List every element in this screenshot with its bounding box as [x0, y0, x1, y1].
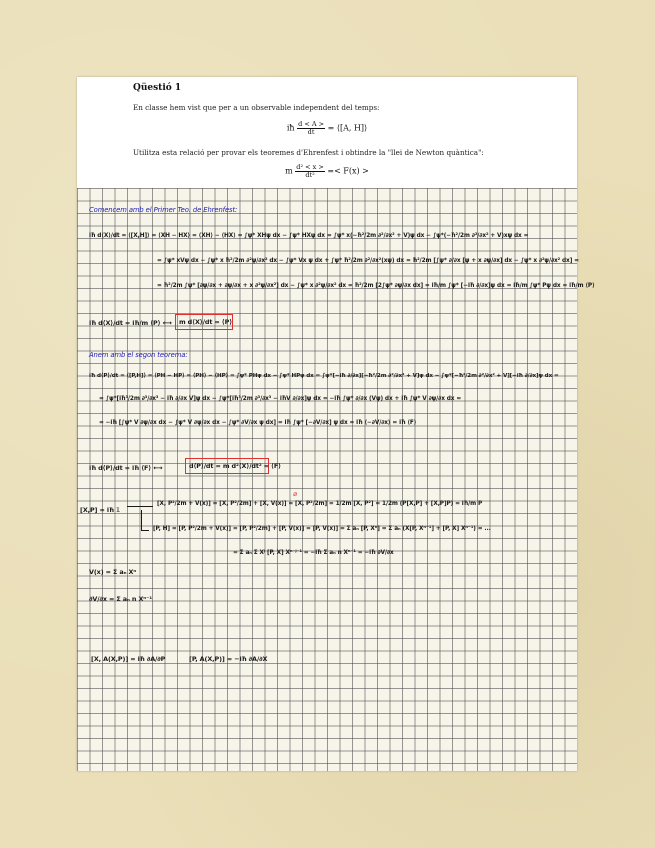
commutator-x-a: [X, A(X,P)] = iħ ∂A/∂P — [91, 655, 166, 663]
question-title: Qüestió 1 — [133, 83, 182, 93]
heading-first-theorem: Comencem amb el Primer Teo. de Ehrenfest: — [89, 206, 238, 214]
eq1-fraction — [297, 121, 325, 136]
derivation-line-5: iħ d⟨P⟩/dt = ⟨[P,H]⟩ = ⟨PH − HP⟩ = ⟨PH⟩ − ⟨HP⟩ = ∫ψ* PHψ dx − ∫ψ* HPψ dx = ∫ψ*[−iħ ∂/∂x][−ħ²/2m ∂²/∂x² + V]ψ dx − ∫ψ*[−ħ²/2m ∂²/∂x² + V][−iħ ∂/∂x]ψ dx = — [89, 373, 559, 379]
derivation-ph: [P, H] = [P, P²/2m + V(x)] = [P, P²/2m] + [P, V(x)] = [P, V(x)] = Σ aₙ [P, Xⁿ] = Σ aₙ (X[P, Xⁿ⁻¹] + [P, X] Xⁿ⁻¹) = ... — [153, 526, 491, 532]
printed-question — [77, 77, 577, 188]
equation-newton — [77, 164, 577, 179]
commutator-p-a: [P, A(X,P)] = −iħ ∂A/∂X — [189, 655, 268, 663]
potential-derivative: ∂V/∂x = Σ aₙ n Xⁿ⁻¹ — [89, 595, 153, 603]
result-line-1: iħ d⟨X⟩/dt = iħ/m ⟨P⟩ ⟷ — [89, 319, 172, 327]
boxed-result-1: m d⟨X⟩/dt = ⟨P⟩ — [179, 318, 233, 326]
eq2-fraction — [295, 164, 325, 179]
commutator-xp: [X,P] = iħ 𝟙 — [80, 506, 121, 514]
boxed-result-2: d⟨P⟩/dt = m d²⟨X⟩/dt² = ⟨F⟩ — [189, 462, 281, 470]
equation-commutator — [77, 121, 577, 136]
eq1-rhs: = ⟨[A, H]⟩ — [327, 123, 368, 133]
derivation-line-1: iħ d⟨X⟩/dt = ⟨[X,H]⟩ = ⟨XH − HX⟩ = ⟨XH⟩ − ⟨HX⟩ = ∫ψ* XHψ dx − ∫ψ* HXψ dx = ∫ψ* x(−ħ²/2m ∂²/∂x² + V)ψ dx − ∫ψ*(−ħ²/2m ∂²/∂x² + V)xψ dx = — [89, 233, 529, 239]
worksheet-page — [77, 77, 595, 771]
strike-mark-1: ⌀ — [293, 490, 298, 498]
potential-expansion: V(x) = Σ aₙ Xⁿ — [89, 568, 137, 576]
question-task: Utilitza esta relació per provar els teoremes d'Ehrenfest i obtindre la "llei de Newton quàntica": — [133, 148, 484, 157]
derivation-line-2: = ∫ψ* xVψ dx − ∫ψ* x ħ²/2m ∂²ψ/∂x² dx − ∫ψ* Vx ψ dx + ∫ψ* ħ²/2m ∂²/∂x²(xψ) dx = ħ²/2m [∫ψ* ∂/∂x [ψ + x ∂ψ/∂x] dx − ∫ψ* x ∂²ψ/∂x² dx] = — [157, 258, 579, 264]
eq2-rhs: =< F(x) > — [327, 166, 369, 176]
eq2-denominator: dt² — [305, 171, 315, 179]
derivation-ph-2: = Σ aₙ Σ Xʲ [P, X] Xⁿ⁻ʲ⁻¹ = −iħ Σ aₙ n Xⁿ⁻¹ = −iħ ∂V/∂x — [233, 550, 394, 556]
arrow-branch — [141, 510, 142, 530]
result-line-2: iħ d⟨P⟩/dt = iħ ⟨F⟩ ⟷ — [89, 464, 163, 472]
derivation-line-7: = −iħ [∫ψ* V ∂ψ/∂x dx − ∫ψ* V ∂ψ/∂x dx − ∫ψ* ∂V/∂x ψ dx] = iħ ∫ψ* [−∂V/∂x] ψ dx = iħ ⟨−∂V/∂x⟩ = iħ ⟨F⟩ — [99, 420, 417, 426]
result-box-2 — [185, 458, 281, 474]
derivation-xh: [X, P²/2m + V(x)] = [X, P²/2m] + [X, V(x)] = [X, P²/2m] = 1/2m [X, P²] = 1/2m (P[X,P] + [X,P]P) = iħ/m P — [157, 501, 483, 507]
arrow-to-xh — [127, 506, 153, 507]
derivation-line-3: = ħ²/2m ∫ψ* [∂ψ/∂x + ∂ψ/∂x + x ∂²ψ/∂x²] dx − ∫ψ* x ∂²ψ/∂x² dx = ħ²/2m [2∫ψ* ∂ψ/∂x dx] = iħ/m ∫ψ* [−iħ ∂/∂x]ψ dx = iħ/m ∫ψ* Pψ dx = iħ/m ⟨P⟩ — [157, 283, 595, 289]
result-box-1 — [175, 314, 233, 330]
arrow-to-ph — [141, 530, 149, 531]
eq1-denominator: dt — [307, 128, 315, 136]
eq1-numerator: d < A > — [298, 120, 325, 128]
eq2-prefix: m — [285, 166, 293, 176]
question-intro: En classe hem vist que per a un observable independent del temps: — [133, 103, 380, 112]
derivation-line-6: = ∫ψ*[iħ³/2m ∂³/∂x³ − iħ ∂/∂x V]ψ dx − ∫ψ*[iħ³/2m ∂³/∂x³ − iħV ∂/∂x]ψ dx = −iħ ∫ψ* ∂/∂x (Vψ) dx + iħ ∫ψ* V ∂ψ/∂x dx = — [99, 396, 462, 402]
eq1-prefix: iħ — [286, 123, 295, 133]
heading-second-theorem: Anem amb el segon teorema: — [89, 351, 188, 359]
eq2-numerator: d² < x > — [296, 163, 324, 171]
handwritten-grid-area — [77, 188, 595, 771]
